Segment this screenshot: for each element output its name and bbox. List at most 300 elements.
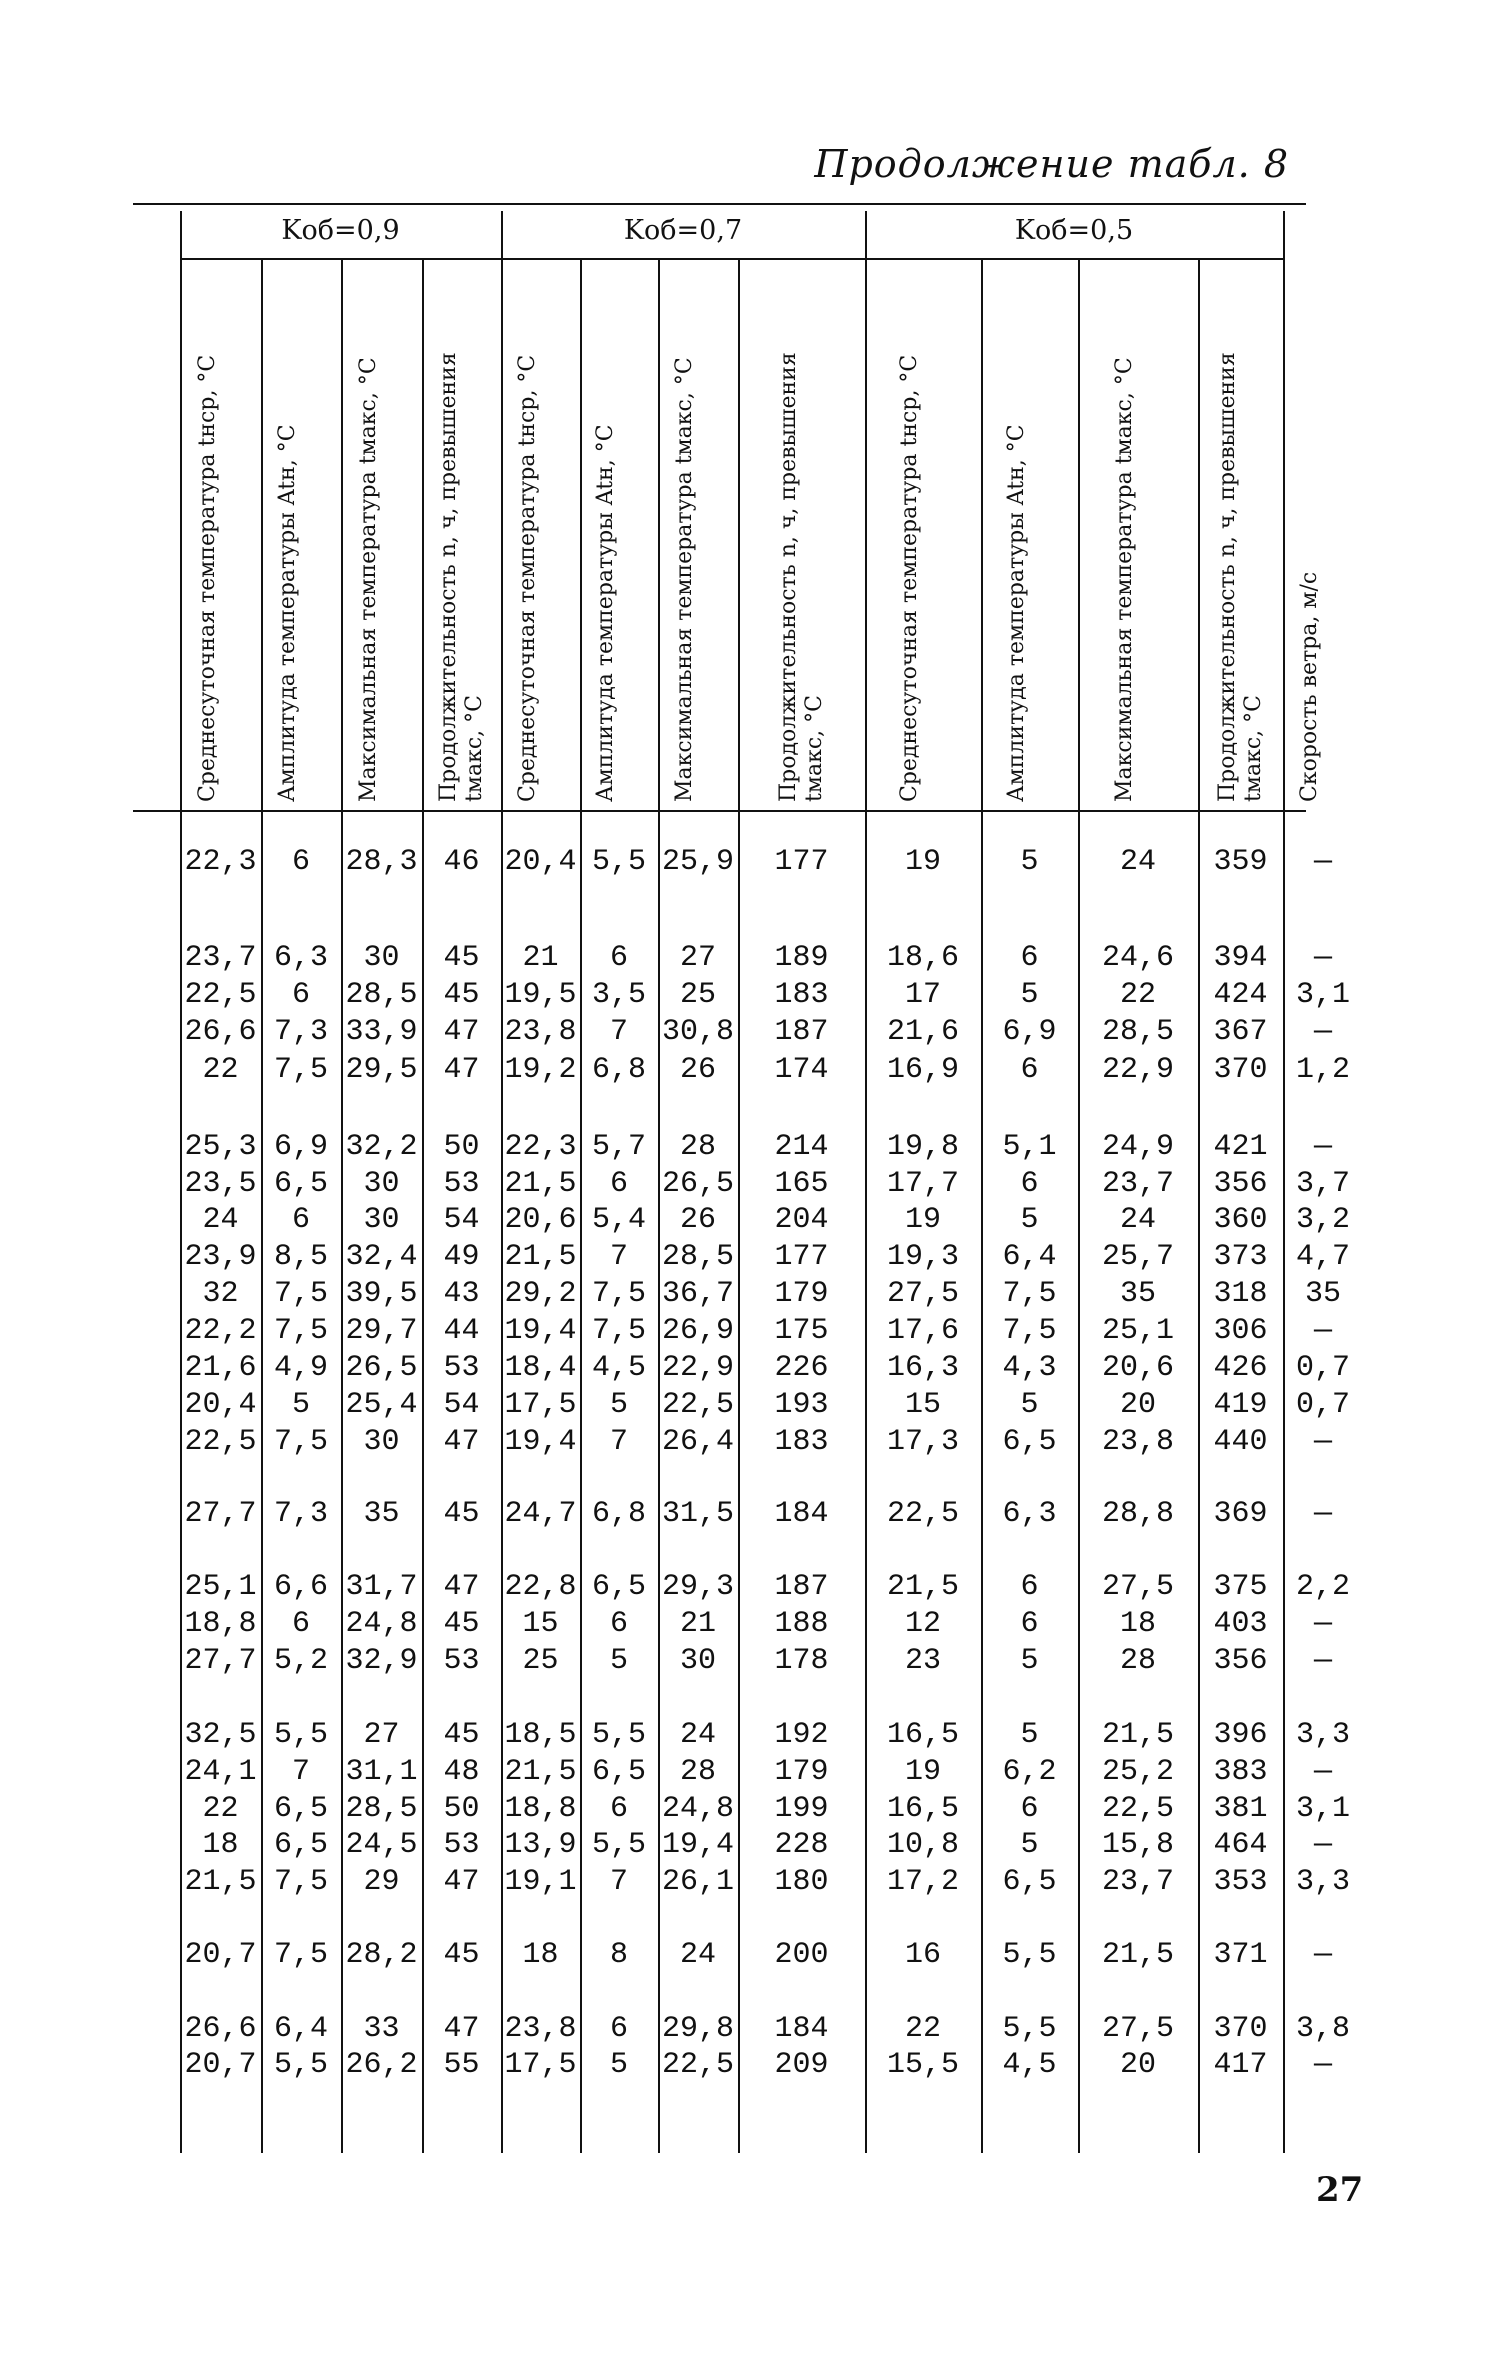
table-cell: — [1313,845,1332,879]
column-header-text: Среднесуточная температура tнср, °C [194,354,220,802]
group-label: Kоб=0,5 [1014,215,1134,246]
table-cell: 174 [774,1053,829,1087]
table-cell: 356 [1213,1167,1268,1201]
table-cell: 47 [443,1570,480,1604]
table-cell: 19,4 [661,1828,734,1862]
table-cell: 44 [443,1314,480,1348]
table-cell: 4,7 [1295,1240,1350,1274]
table-cell: 29,2 [504,1277,577,1311]
table-cell: 7,3 [273,1015,328,1049]
table-cell: 50 [443,1130,480,1164]
table-cell: 228 [774,1828,829,1862]
table-cell: 22,5 [1101,1792,1174,1826]
table-cell: 7,5 [591,1314,646,1348]
table-cell: 27,5 [1101,1570,1174,1604]
table-cell: 25,1 [1101,1314,1174,1348]
table-cell: 16,9 [886,1053,959,1087]
table-cell: 28,2 [345,1938,418,1972]
table-cell: 35 [1119,1277,1156,1311]
table-cell: 26,9 [661,1314,734,1348]
table-cell: 27,7 [184,1644,257,1678]
table-cell: 6,5 [273,1167,328,1201]
table-cell: 5,2 [273,1644,328,1678]
table-cell: 394 [1213,941,1268,975]
table-cell: 32,4 [345,1240,418,1274]
table-cell: 24 [1119,1203,1156,1237]
table-cell: 184 [774,2012,829,2046]
table-cell: 7,5 [273,1314,328,1348]
table-cell: 17,6 [886,1314,959,1348]
table-cell: 24,6 [1101,941,1174,975]
table-cell: 179 [774,1277,829,1311]
table-cell: 16,3 [886,1351,959,1385]
table-cell: 18 [522,1938,559,1972]
table-cell: 184 [774,1497,829,1531]
table-cell: 22 [202,1792,239,1826]
table-cell: 6,4 [1002,1240,1057,1274]
column-header-text: Амплитуда температуры Atн, °C [1003,424,1029,802]
table-cell: 22,3 [504,1130,577,1164]
table-cell: 226 [774,1351,829,1385]
table-cell: 6 [609,2012,628,2046]
table-cell: 183 [774,978,829,1012]
table-cell: 5 [1020,1203,1039,1237]
column-header-text: Скорость ветра, м/с [1297,571,1322,802]
table-cell: 6 [1020,1792,1039,1826]
table-cell: 183 [774,1425,829,1459]
table-cell: 20,6 [504,1203,577,1237]
table-cell: — [1313,1938,1332,1972]
table-cell: 5 [1020,845,1039,879]
table-cell: 30 [363,1203,400,1237]
table-cell: 424 [1213,978,1268,1012]
table-cell: — [1313,1644,1332,1678]
table-cell: 39,5 [345,1277,418,1311]
table-cell: — [1313,1755,1332,1789]
table-cell: 21,6 [886,1015,959,1049]
table-cell: 28 [679,1130,716,1164]
table-cell: 23,7 [1101,1865,1174,1899]
table-cell: 22,5 [184,1425,257,1459]
table-cell: 189 [774,941,829,975]
table-cell: 15 [904,1388,941,1422]
table-cell: — [1313,1828,1332,1862]
table-cell: 50 [443,1792,480,1826]
table-cell: 367 [1213,1015,1268,1049]
table-cell: 27,7 [184,1497,257,1531]
table-cell: 30 [679,1644,716,1678]
table-cell: 5 [609,2048,628,2082]
table-cell: 3,2 [1295,1203,1350,1237]
table-cell: 23,8 [1101,1425,1174,1459]
table-cell: 6 [1020,1607,1039,1641]
table-cell: 45 [443,1607,480,1641]
table-cell: 23,5 [184,1167,257,1201]
table-cell: 7,5 [273,1425,328,1459]
table-cell: 54 [443,1203,480,1237]
table-cell: 209 [774,2048,829,2082]
table-cell: 177 [774,845,829,879]
table-cell: 30 [363,941,400,975]
table-cell: 12 [904,1607,941,1641]
table-cell: 47 [443,1865,480,1899]
table-cell: 7 [609,1015,628,1049]
table-cell: 369 [1213,1497,1268,1531]
table-cell: 26,5 [661,1167,734,1201]
table-cell: 47 [443,1015,480,1049]
table-cell: 19,4 [504,1425,577,1459]
table-cell: 4,3 [1002,1351,1057,1385]
column-header-text: Среднесуточная температура tнср, °C [897,354,922,802]
table-cell: 17 [904,978,941,1012]
table-cell: 5,5 [591,1828,646,1862]
table-cell: 3,3 [1295,1718,1350,1752]
table-cell: 28,5 [345,1792,418,1826]
table-cell: 18,6 [886,941,959,975]
table-cell: 22,9 [1101,1053,1174,1087]
table-cell: 18 [202,1828,239,1862]
table-cell: 6 [609,1792,628,1826]
table-cell: 47 [443,1053,480,1087]
table-cell: 26,6 [184,2012,257,2046]
table-cell: 193 [774,1388,829,1422]
table-cell: 45 [443,941,480,975]
table-cell: 5 [1020,1388,1039,1422]
table-cell: 6,4 [273,2012,328,2046]
column-header-text: Максимальная температура tмакс, °C [672,357,697,802]
table-cell: 24,9 [1101,1130,1174,1164]
table-cell: 6,5 [591,1755,646,1789]
table-cell: 3,3 [1295,1865,1350,1899]
table-cell: 17,7 [886,1167,959,1201]
table-cell: 28 [1119,1644,1156,1678]
table-cell: 7,5 [273,1865,328,1899]
table-cell: 43 [443,1277,480,1311]
table-cell: 19,2 [504,1053,577,1087]
table-cell: 6 [1020,1167,1039,1201]
table-cell: 3,1 [1295,978,1350,1012]
table-cell: 21,5 [1101,1938,1174,1972]
table-cell: 19,1 [504,1865,577,1899]
table-cell: 383 [1213,1755,1268,1789]
table-cell: 426 [1213,1351,1268,1385]
table-cell: 6,8 [591,1053,646,1087]
table-cell: 353 [1213,1865,1268,1899]
table-cell: 54 [443,1388,480,1422]
table-cell: 3,1 [1295,1792,1350,1826]
table-cell: — [1313,941,1332,975]
table-cell: 6 [1020,1053,1039,1087]
table-cell: 21,5 [504,1240,577,1274]
header-bottom-rule [133,810,1306,812]
table-cell: 440 [1213,1425,1268,1459]
table-cell: — [1313,1425,1332,1459]
table-cell: 306 [1213,1314,1268,1348]
column-header-text: Амплитуда температуры Atн, °C [593,424,618,802]
table-cell: — [1313,1497,1332,1531]
table-cell: 22 [1119,978,1156,1012]
table-cell: 165 [774,1167,829,1201]
table-cell: 6,9 [273,1130,328,1164]
table-cell: 20 [1119,1388,1156,1422]
table-cell: 381 [1213,1792,1268,1826]
table-cell: 22,5 [661,1388,734,1422]
table-cell: 187 [774,1015,829,1049]
table-cell: 6 [609,1607,628,1641]
table-cell: 23,8 [504,1015,577,1049]
table-cell: 22,5 [886,1497,959,1531]
table-cell: 6 [609,1167,628,1201]
table-cell: 6,5 [1002,1425,1057,1459]
table-cell: 22,2 [184,1314,257,1348]
table-cell: 29,8 [661,2012,734,2046]
table-cell: 28,8 [1101,1497,1174,1531]
table-cell: 32,9 [345,1644,418,1678]
table-cell: 31,7 [345,1570,418,1604]
table-cell: 370 [1213,1053,1268,1087]
table-cell: 15,8 [1101,1828,1174,1862]
table-cell: 27 [363,1718,400,1752]
table-cell: 4,5 [1002,2048,1057,2082]
table-cell: 32,5 [184,1718,257,1752]
column-header-text: Максимальная температура tмакс, °C [355,357,381,802]
table-cell: 5 [609,1644,628,1678]
table-cell: 16 [904,1938,941,1972]
table-cell: 21,5 [1101,1718,1174,1752]
table-cell: 22,5 [661,2048,734,2082]
table-cell: 25,2 [1101,1755,1174,1789]
table-cell: 17,5 [504,1388,577,1422]
table-cell: 6,5 [273,1792,328,1826]
table-cell: 25 [679,978,716,1012]
table-cell: 23,9 [184,1240,257,1274]
table-cell: 6,5 [273,1828,328,1862]
table-cell: 23,7 [184,941,257,975]
table-cell: 7,5 [273,1053,328,1087]
table-cell: 25,9 [661,845,734,879]
table-cell: 26,1 [661,1865,734,1899]
table-cell: 53 [443,1167,480,1201]
table-cell: 25,3 [184,1130,257,1164]
table-cell: 5,5 [1002,1938,1057,1972]
table-cell: 6,9 [1002,1015,1057,1049]
table-cell: 0,7 [1295,1388,1350,1422]
table-cell: 4,5 [591,1351,646,1385]
table-cell: 24 [1119,845,1156,879]
table-cell: — [1313,1130,1332,1164]
table-cell: 396 [1213,1718,1268,1752]
table-cell: 53 [443,1351,480,1385]
table-cell: 371 [1213,1938,1268,1972]
table-cell: 6 [609,941,628,975]
table-cell: 403 [1213,1607,1268,1641]
table-cell: 15,5 [886,2048,959,2082]
table-cell: 31,5 [661,1497,734,1531]
table-cell: 179 [774,1755,829,1789]
table-cell: 7,5 [273,1277,328,1311]
group-underline [865,258,1283,260]
table-cell: 22,8 [504,1570,577,1604]
table-cell: 25,1 [184,1570,257,1604]
table-cell: 24 [202,1203,239,1237]
table-cell: 55 [443,2048,480,2082]
table-cell: 47 [443,1425,480,1459]
table-cell: 2,2 [1295,1570,1350,1604]
table-cell: 188 [774,1607,829,1641]
table-cell: 5 [1020,1828,1039,1862]
table-cell: 5 [1020,1644,1039,1678]
table-cell: 45 [443,1718,480,1752]
table-cell: 21 [522,941,559,975]
table-cell: 6,6 [273,1570,328,1604]
data-table [133,203,1350,2153]
table-cell: 26 [679,1203,716,1237]
table-cell: 1,2 [1295,1053,1350,1087]
page-number: 27 [1316,2170,1364,2210]
table-cell: 7 [609,1865,628,1899]
table-cell: 33,9 [345,1015,418,1049]
table-cell: 4,9 [273,1351,328,1385]
table-cell: — [1313,1314,1332,1348]
table-cell: 36,7 [661,1277,734,1311]
table-cell: 5,5 [591,845,646,879]
table-cell: 45 [443,1938,480,1972]
table-cell: 3,8 [1295,2012,1350,2046]
table-cell: 360 [1213,1203,1268,1237]
table-cell: 49 [443,1240,480,1274]
table-cell: 15 [522,1607,559,1641]
table-cell: 17,3 [886,1425,959,1459]
table-cell: 21,5 [886,1570,959,1604]
table-cell: 28,5 [345,978,418,1012]
table-cell: 21,5 [504,1167,577,1201]
table-cell: 7 [609,1425,628,1459]
table-caption: Продолжение табл. 8 [814,142,1289,186]
table-cell: 53 [443,1828,480,1862]
table-cell: 30,8 [661,1015,734,1049]
column-header-text: Продолжительность n, ч, превышения tмакс, °C [1214,352,1266,802]
table-cell: 30 [363,1167,400,1201]
table-cell: 29,5 [345,1053,418,1087]
table-cell: 20 [1119,2048,1156,2082]
table-cell: 187 [774,1570,829,1604]
table-cell: 28 [679,1755,716,1789]
table-cell: 20,4 [184,1388,257,1422]
table-cell: 375 [1213,1570,1268,1604]
table-cell: 45 [443,978,480,1012]
table-cell: 5,5 [591,1718,646,1752]
table-cell: 33 [363,2012,400,2046]
table-cell: 5,5 [273,2048,328,2082]
table-cell: 13,9 [504,1828,577,1862]
column-header-text: Среднесуточная температура tнср, °C [514,354,540,802]
table-cell: 20,6 [1101,1351,1174,1385]
table-cell: 35 [1304,1277,1341,1311]
table-cell: 464 [1213,1828,1268,1862]
table-cell: 177 [774,1240,829,1274]
group-label: Kоб=0,9 [281,215,400,246]
table-cell: 27,5 [886,1277,959,1311]
table-cell: 7 [291,1755,310,1789]
table-cell: 29,3 [661,1570,734,1604]
table-cell: 6,3 [273,941,328,975]
table-cell: 30 [363,1425,400,1459]
table-cell: 8 [609,1938,628,1972]
table-cell: 7,5 [1002,1277,1057,1311]
table-cell: 6 [1020,1570,1039,1604]
table-cell: 24 [679,1938,716,1972]
table-cell: 23,8 [504,2012,577,2046]
table-cell: 29,7 [345,1314,418,1348]
table-cell: 28,3 [345,845,418,879]
table-cell: 18,4 [504,1351,577,1385]
table-cell: 192 [774,1718,829,1752]
column-header-text: Продолжительность n, ч, превышения tмакс, °C [435,352,487,802]
table-cell: 180 [774,1865,829,1899]
table-cell: 5 [609,1388,628,1422]
column-header-text: Максимальная температура tмакс, °C [1112,357,1137,802]
table-cell: 370 [1213,2012,1268,2046]
table-cell: 20,4 [504,845,577,879]
table-cell: 5,5 [1002,2012,1057,2046]
table-cell: 22,9 [661,1351,734,1385]
table-cell: 6 [291,1203,310,1237]
table-cell: — [1313,1015,1332,1049]
table-cell: 32 [202,1277,239,1311]
table-cell: 214 [774,1130,829,1164]
table-cell: 53 [443,1644,480,1678]
table-cell: 200 [774,1938,829,1972]
table-cell: 5 [1020,978,1039,1012]
table-cell: 0,7 [1295,1351,1350,1385]
column-header-text: Амплитуда температуры Atн, °C [275,424,300,802]
table-cell: 27,5 [1101,2012,1174,2046]
table-cell: 5,4 [591,1203,646,1237]
table-cell: 21,6 [184,1351,257,1385]
table-cell: 32,2 [345,1130,418,1164]
table-cell: 24,7 [504,1497,577,1531]
table-cell: 16,5 [886,1718,959,1752]
table-cell: — [1313,1607,1332,1641]
table-cell: 6 [291,978,310,1012]
table-cell: 23,7 [1101,1167,1174,1201]
column-header-text: Продолжительность n, ч, превышения tмакс, °C [775,352,827,802]
table-cell: 7,5 [591,1277,646,1311]
table-cell: 19,5 [504,978,577,1012]
table-cell: 26,5 [345,1351,418,1385]
table-cell: 24,5 [345,1828,418,1862]
table-cell: 6,2 [1002,1755,1057,1789]
table-cell: 21,5 [504,1755,577,1789]
table-cell: 25,7 [1101,1240,1174,1274]
table-cell: 5,7 [591,1130,646,1164]
table-cell: 6,5 [1002,1865,1057,1899]
table-cell: 10,8 [886,1828,959,1862]
table-cell: 45 [443,1497,480,1531]
table-cell: 24,8 [661,1792,734,1826]
table-cell: 19 [904,845,941,879]
table-cell: 373 [1213,1240,1268,1274]
table-cell: 199 [774,1792,829,1826]
table-cell: 22,3 [184,845,257,879]
table-cell: 26,6 [184,1015,257,1049]
table-cell: 6 [291,845,310,879]
table-cell: 7,5 [1002,1314,1057,1348]
table-cell: 23 [904,1644,941,1678]
table-cell: 6,3 [1002,1497,1057,1531]
table-cell: 17,5 [504,2048,577,2082]
table-cell: 419 [1213,1388,1268,1422]
